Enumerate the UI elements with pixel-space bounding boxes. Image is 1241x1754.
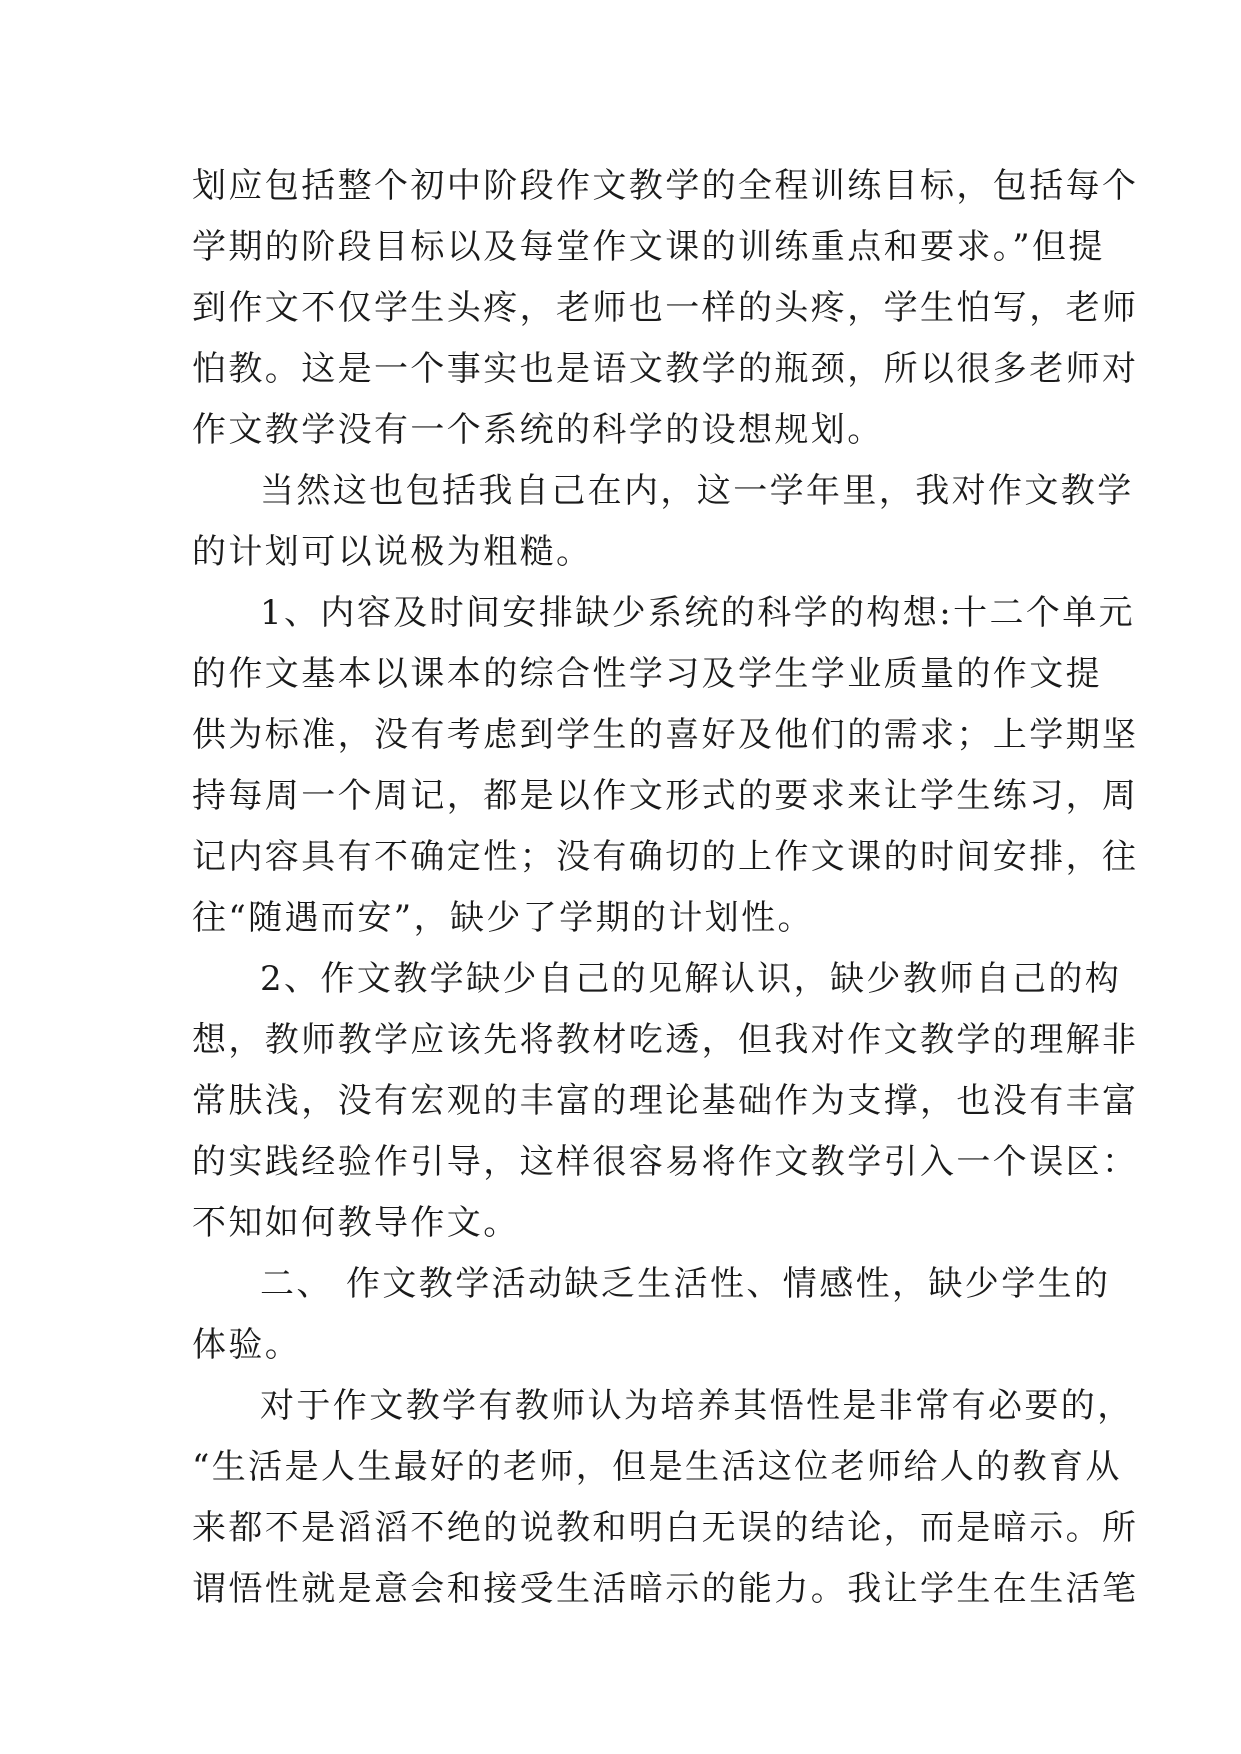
text-line: 的计划可以说极为粗糙。	[192, 532, 593, 572]
text-line: 的实践经验作引导，这样很容易将作文教学引入一个误区：	[192, 1142, 1139, 1182]
body-text	[192, 156, 1139, 1620]
text-line: 当然这也包括我自己在内，这一学年里，我对作文教学	[260, 471, 1134, 511]
text-line: 怕教。这是一个事实也是语文教学的瓶颈，所以很多老师对	[192, 349, 1139, 389]
text-line: 1、内容及时间安排缺少系统的科学的构想:十二个单元	[260, 593, 1136, 633]
text-line: 作文教学没有一个系统的科学的设想规划。	[192, 410, 884, 450]
text-line: 2、作文教学缺少自己的见解认识，缺少教师自己的构	[260, 959, 1122, 999]
text-line: 二、 作文教学活动缺乏生活性、情感性，缺少学生的	[260, 1264, 1111, 1304]
text-line: 谓悟性就是意会和接受生活暗示的能力。我让学生在生活笔	[192, 1569, 1139, 1609]
text-line: 学期的阶段目标以及每堂作文课的训练重点和要求。”但提	[192, 227, 1105, 267]
text-line: 常肤浅，没有宏观的丰富的理论基础作为支撑，也没有丰富	[192, 1081, 1139, 1121]
text-line: 来都不是滔滔不绝的说教和明白无误的结论，而是暗示。所	[192, 1508, 1139, 1548]
text-line: 供为标准，没有考虑到学生的喜好及他们的需求；上学期坚	[192, 715, 1139, 755]
text-line: 想，教师教学应该先将教材吃透，但我对作文教学的理解非	[192, 1020, 1139, 1060]
text-line: 记内容具有不确定性；没有确切的上作文课的时间安排，往	[192, 837, 1139, 877]
text-line: 持每周一个周记，都是以作文形式的要求来让学生练习，周	[192, 776, 1139, 816]
text-line: 体验。	[192, 1325, 302, 1365]
text-line: 划应包括整个初中阶段作文教学的全程训练目标，包括每个	[192, 166, 1139, 206]
text-line: 往“随遇而安”，缺少了学期的计划性。	[192, 898, 814, 938]
text-line: 到作文不仅学生头疼，老师也一样的头疼，学生怕写，老师	[192, 288, 1139, 328]
text-line: 的作文基本以课本的综合性学习及学生学业质量的作文提	[192, 654, 1102, 694]
text-line: 不知如何教导作文。	[192, 1203, 520, 1243]
text-line: 对于作文教学有教师认为培养其悟性是非常有必要的，	[260, 1386, 1134, 1426]
text-line: “生活是人生最好的老师，但是生活这位老师给人的教育从	[192, 1447, 1122, 1487]
